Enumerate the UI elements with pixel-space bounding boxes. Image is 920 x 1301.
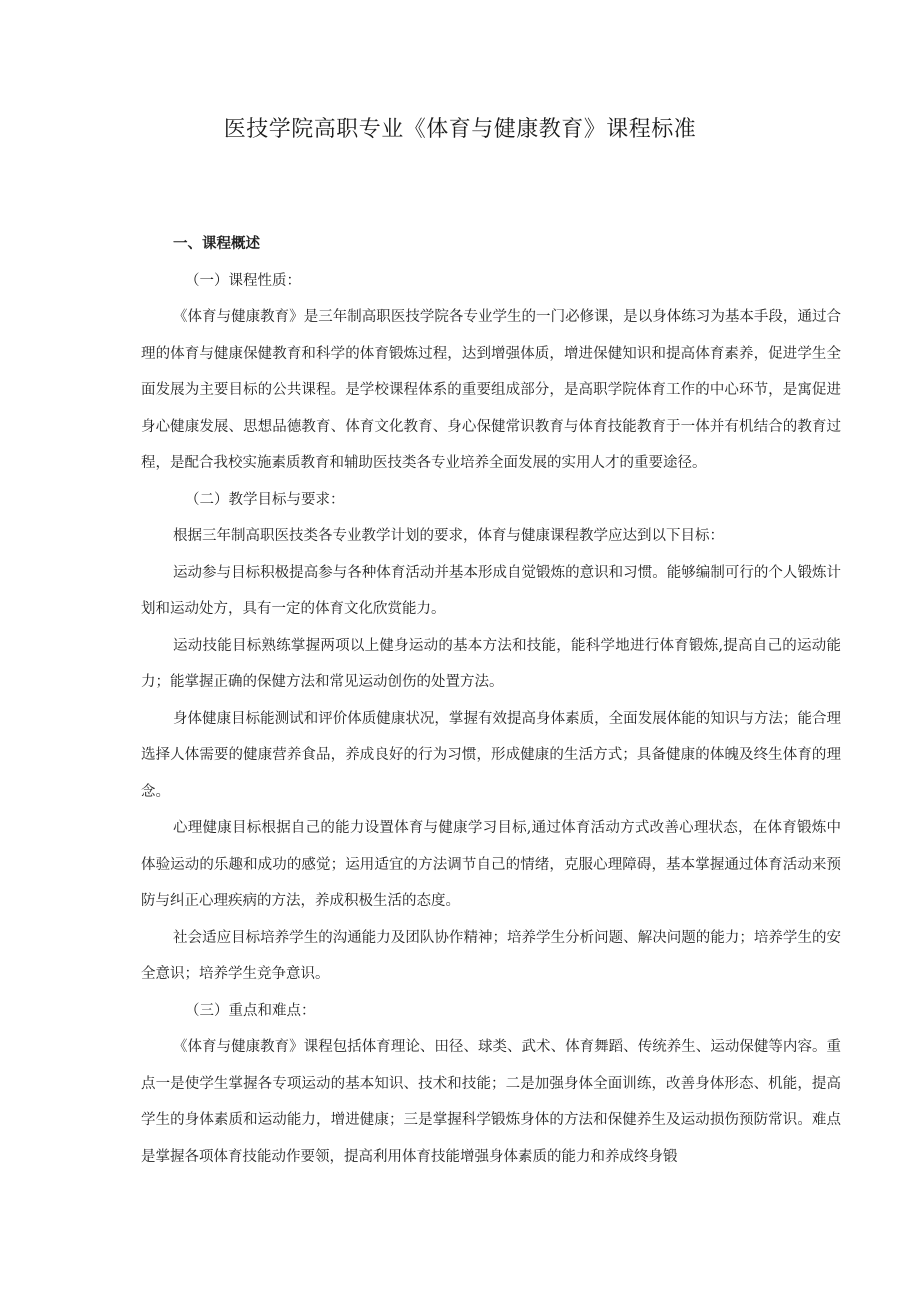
paragraph: 心理健康目标根据自己的能力设置体育与健康学习目标,通过体育活动方式改善心理状态，在体育锻炼中体验运动的乐趣和成功的感觉；运用适宜的方法调节自己的情绪，克服心理障碍，基本掌握通过体育活动来预防与纠正心理疾病的方法，养成积极生活的态度。 bbox=[141, 820, 841, 909]
paragraph: 《体育与健康教育》课程包括体育理论、田径、球类、武术、体育舞蹈、传统养生、运动保健等内容。重点一是使学生掌握各专项运动的基本知识、技术和技能；二是加强身体全面训练，改善身体形态、机能，提高学生的身体素质和运动能力，增进健康；三是掌握科学锻炼身体的方法和保健养生及运动损伤预防常识。难点是掌握各项体育技能动作要领，提高利用体育技能增强身体素质的能力和养成终身锻 bbox=[141, 1039, 841, 1165]
paragraph: 根据三年制高职医技类各专业教学计划的要求，体育与健康课程教学应达到以下目标： bbox=[173, 528, 724, 544]
paragraph: 运动参与目标积极提高参与各种体育活动并基本形成自觉锻炼的意识和习惯。能够编制可行的个人锻炼计划和运动处方，具有一定的体育文化欣赏能力。 bbox=[141, 564, 841, 617]
subsection-heading: （二）教学目标与要求： bbox=[185, 491, 345, 508]
section-heading: 一、课程概述 bbox=[173, 235, 260, 252]
subsection-heading: （一）课程性质： bbox=[185, 272, 301, 289]
document-body bbox=[141, 226, 841, 1175]
paragraph: 运动技能目标熟练掌握两项以上健身运动的基本方法和技能，能科学地进行体育锻炼,提高自己的运动能力；能掌握正确的保健方法和常见运动创伤的处置方法。 bbox=[141, 637, 841, 690]
subsection-heading: （三）重点和难点： bbox=[185, 1002, 316, 1019]
paragraph: 社会适应目标培养学生的沟通能力及团队协作精神；培养学生分析问题、解决问题的能力；培养学生的安全意识；培养学生竞争意识。 bbox=[141, 929, 841, 982]
paragraph: 《体育与健康教育》是三年制高职医技学院各专业学生的一门必修课，是以身体练习为基本手段，通过合理的体育与健康保健教育和科学的体育锻炼过程，达到增强体质，增进保健知识和提高体育素养，促进学生全面发展为主要目标的公共课程。是学校课程体系的重要组成部分，是高职学院体育工作的中心环节，是寓促进身心健康发展、思想品德教育、体育文化教育、身心保健常识教育与体育技能教育于一体并有机结合的教育过程，是配合我校实施素质教育和辅助医技类各专业培养全面发展的实用人才的重要途径。 bbox=[141, 309, 841, 471]
document-title: 医技学院高职专业《体育与健康教育》课程标准 bbox=[223, 117, 697, 142]
paragraph: 身体健康目标能测试和评价体质健康状况，掌握有效提高身体素质，全面发展体能的知识与方法；能合理选择人体需要的健康营养食品，养成良好的行为习惯，形成健康的生活方式；具备健康的体魄及终生体育的理念。 bbox=[141, 710, 841, 800]
